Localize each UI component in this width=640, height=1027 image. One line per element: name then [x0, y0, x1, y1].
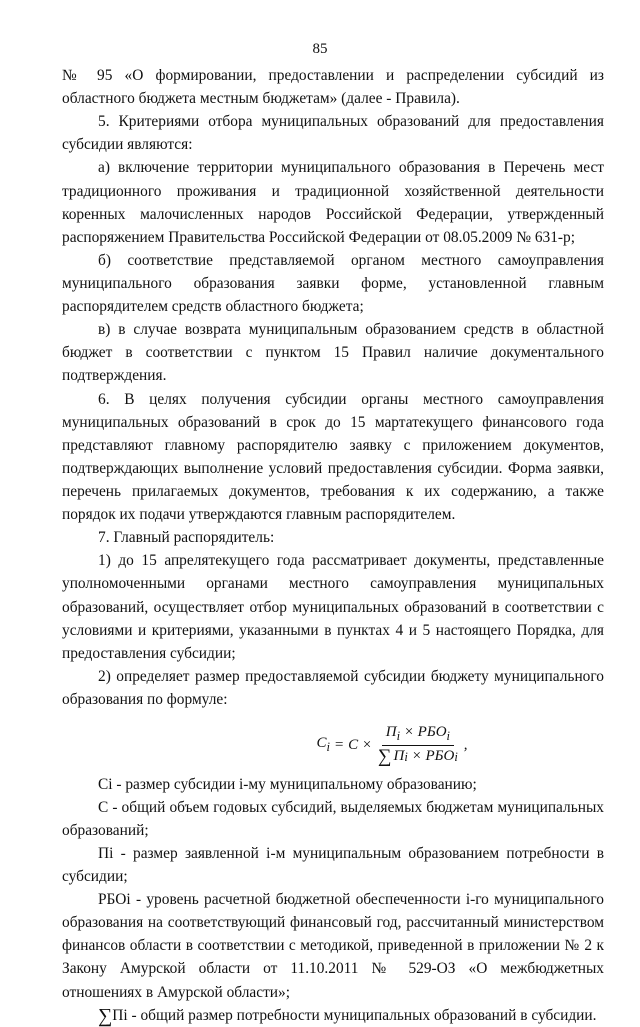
body-text — [62, 64, 604, 1027]
paragraph: 1) до 15 апрелятекущего года рассматривает документы, представленные уполномоченными органами местного самоуправления муниципальных образований, осуществляет отбор муниципальных образований в соответствии с условиями и критериями, указанными в пунктах 4 и 5 настоящего Порядка, для предоставления субсидии; — [62, 552, 604, 662]
formula-numerator: $П_i \times РБО_i$ — [382, 723, 454, 746]
paragraph: 6. В целях получения субсидии органы местного самоуправления муниципальных образований в срок до 15 мартатекущего финансового года представляют главному распорядителю заявку с приложением документов, подтверждающих выполнение условий предоставления субсидии. Форма заявки, перечень прилагаемых документов, требования к их содержанию, а также порядок их подачи утверждаются главным распорядителем. — [62, 390, 604, 524]
definition: РБОi - уровень расчетной бюджетной обеспеченности i-го муниципального образования на соответствующий финансовый год, рассчитанный министерством финансов области в соответствии с методикой, приведенной в приложении № 2 к Закону Амурской области от 11.10.2011 № 529-ОЗ «О межбюджетных отношениях в Амурской области»; — [62, 891, 604, 1001]
subsidy-formula — [180, 723, 604, 767]
formula-fraction — [374, 723, 462, 767]
definition-total-text: Пi - общий размер потребности муниципальных образований в субсидии. — [112, 1006, 597, 1024]
formula-tail: , — [463, 736, 468, 753]
paragraph: 2) определяет размер предоставляемой субсидии бюджету муниципального образования по формуле: — [62, 667, 604, 708]
definition: С - общий объем годовых субсидий, выделяемых бюджетам муниципальных образований; — [62, 798, 604, 839]
paragraph: № 95 «О формировании, предоставлении и распределении субсидий из областного бюджета местным бюджетам» (далее - Правила). — [62, 67, 604, 108]
formula-lhs: $C_i$ — [316, 735, 330, 755]
paragraph: 5. Критериями отбора муниципальных образований для предоставления субсидии являются: — [62, 113, 604, 154]
formula-denominator: ∑ П i × РБО i — [377, 746, 458, 768]
definition: Сi - размер субсидии i-му муниципальному образованию; — [98, 775, 477, 793]
definition: Пi - размер заявленной i-м муниципальным образованием потребности в субсидии; — [62, 844, 604, 885]
definition-total — [62, 1004, 604, 1027]
paragraph: б) соответствие представляемой органом местного самоуправления муниципального образования заявки форме, установленной главным распорядителем средств областного бюджета; — [62, 251, 604, 316]
paragraph: 7. Главный распорядитель: — [98, 529, 275, 547]
sigma-symbol: ∑ — [98, 1004, 113, 1027]
paragraph: а) включение территории муниципального образования в Перечень мест традиционного проживания и традиционной хозяйственной деятельности коренных малочисленных народов Российской Федерации, утвержденный распоряжением Правительства Российской Федерации от 08.05.2009 № 631-р; — [62, 159, 604, 246]
paragraph: в) в случае возврата муниципальным образованием средств в областной бюджет в соответствии с пунктом 15 Правил наличие документального подтверждения. — [62, 321, 604, 385]
formula-multiplier: C × — [348, 736, 372, 753]
formula-equals: = — [333, 736, 345, 753]
sigma-symbol: ∑ — [377, 746, 392, 768]
page-number: 85 — [312, 41, 328, 57]
